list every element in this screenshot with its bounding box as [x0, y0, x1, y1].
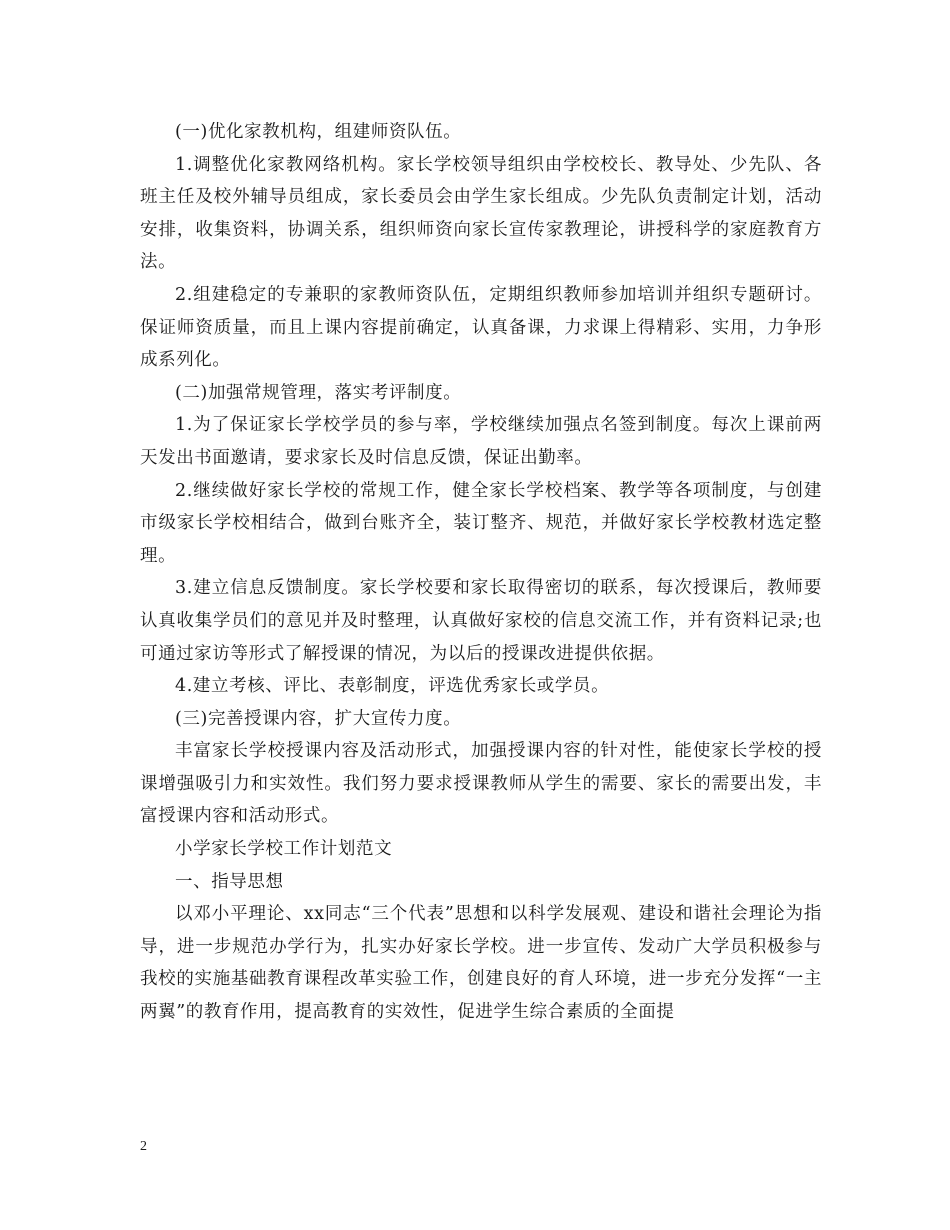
paragraph: 2.继续做好家长学校的常规工作，健全家长学校档案、教学等各项制度，与创建市级家长学校相结合，做到台账齐全，装订整齐、规范，并做好家长学校教材选定整理。 — [140, 480, 822, 566]
paragraph: 1.调整优化家教网络机构。家长学校领导组织由学校校长、教导处、少先队、各班主任及校外辅导员组成，家长委员会由学生家长组成。少先队负责制定计划，活动安排，收集资料，协调关系，组织师资向家长宣传家教理论，讲授科学的家庭教育方法。 — [140, 154, 822, 273]
section-heading-2: (二)加强常规管理，落实考评制度。 — [175, 382, 462, 403]
document-body — [140, 116, 822, 1029]
document-title: 小学家长学校工作计划范文 — [175, 839, 393, 860]
paragraph: 丰富家长学校授课内容及活动形式，加强授课内容的针对性，能使家长学校的授课增强吸引力和实效性。我们努力要求授课教师从学生的需要、家长的需要出发，丰富授课内容和活动形式。 — [140, 741, 822, 827]
page-number: 2 — [140, 1139, 147, 1154]
paragraph: 3.建立信息反馈制度。家长学校要和家长取得密切的联系，每次授课后，教师要认真收集学员们的意见并及时整理，认真做好家校的信息交流工作，并有资料记录;也可通过家访等形式了解授课的情况，为以后的授课改进提供依据。 — [140, 578, 822, 664]
paragraph: 1.为了保证家长学校学员的参与率，学校继续加强点名签到制度。每次上课前两天发出书面邀请，要求家长及时信息反馈，保证出勤率。 — [140, 415, 822, 468]
section-heading-3: (三)完善授课内容，扩大宣传力度。 — [175, 708, 462, 729]
paragraph: 以邓小平理论、xx同志“三个代表”思想和以科学发展观、建设和谐社会理论为指导，进一步规范办学行为，扎实办好家长学校。进一步宣传、发动广大学员积极参与我校的实施基础教育课程改革实验工作，创建良好的育人环境，进一步充分发挥“一主两翼”的教育作用，提高教育的实效性，促进学生综合素质的全面提 — [140, 904, 822, 1023]
section-heading-1: (一)优化家教机构，组建师资队伍。 — [175, 122, 462, 142]
paragraph: 4.建立考核、评比、表彰制度，评选优秀家长或学员。 — [175, 676, 610, 697]
section-heading-guiding-thought: 一、指导思想 — [175, 871, 284, 892]
paragraph: 2.组建稳定的专兼职的家教师资队伍，定期组织教师参加培训并组织专题研讨。保证师资质量，而且上课内容提前确定，认真备课，力求课上得精彩、实用，力争形成系列化。 — [140, 284, 822, 371]
